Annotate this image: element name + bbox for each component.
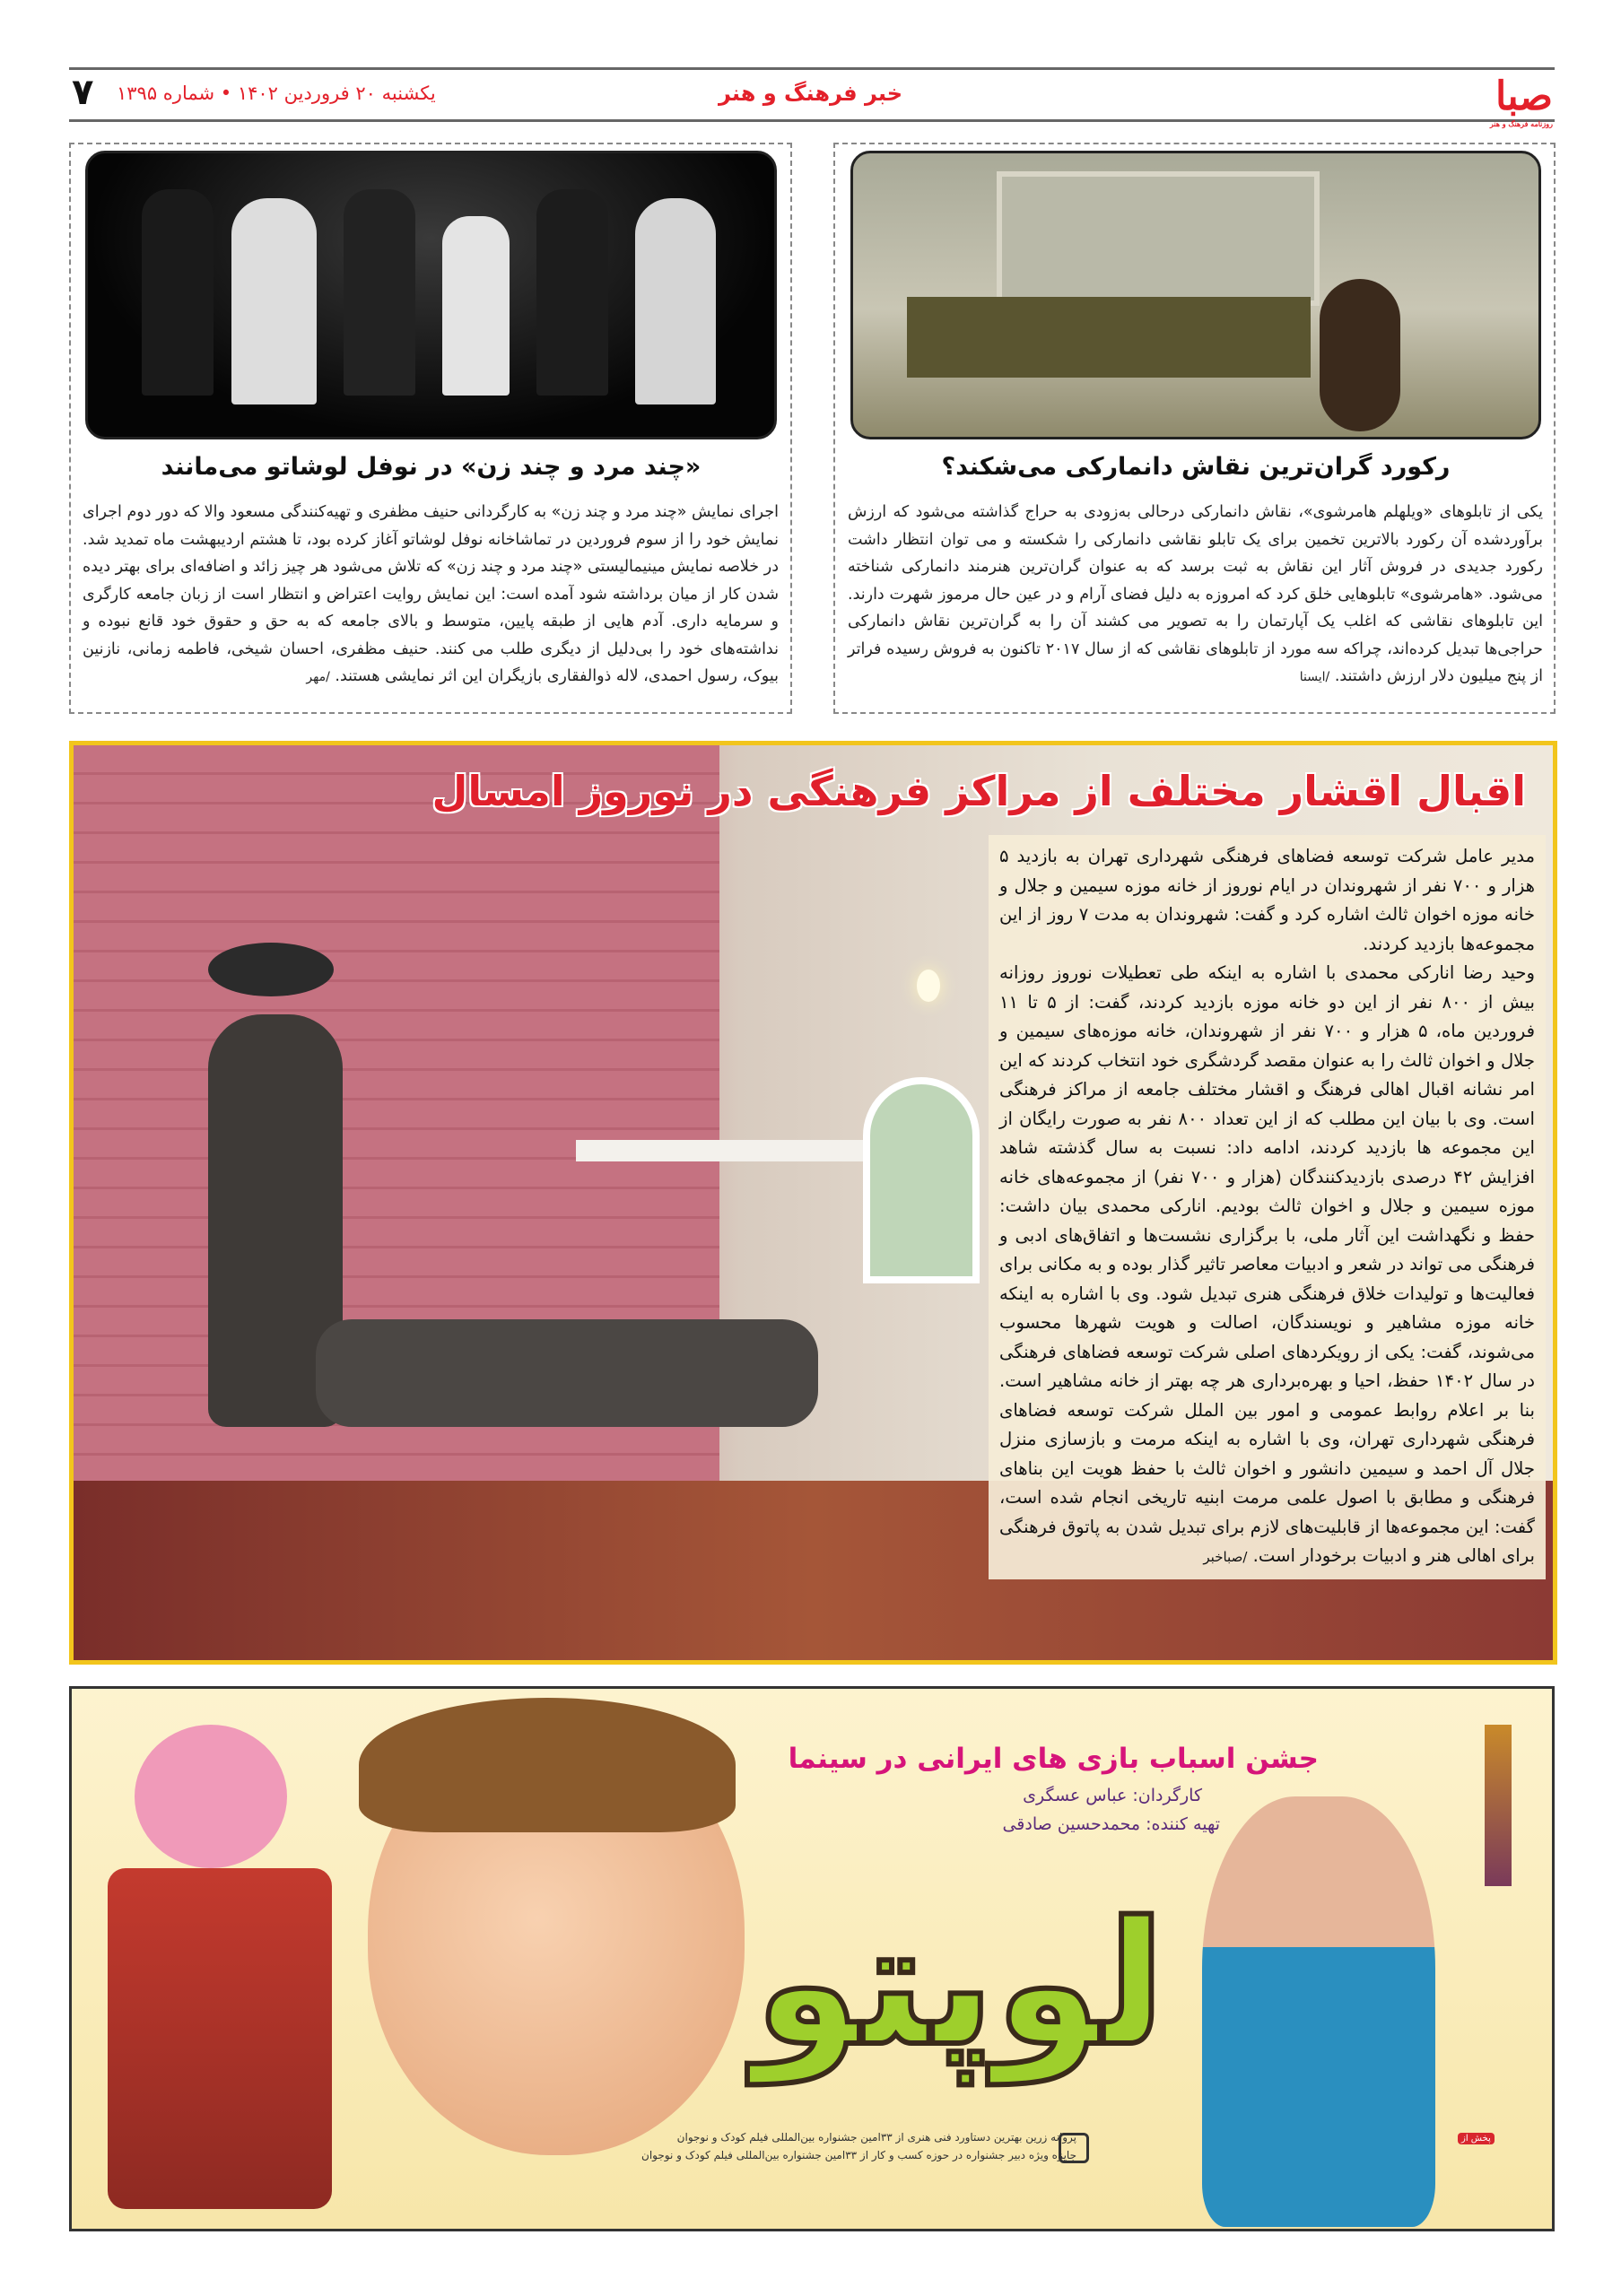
article-source: /ایسنا bbox=[1299, 670, 1330, 684]
feature-headline[interactable]: اقبال اقشار مختلف از مراکز فرهنگی در نوروز امسال bbox=[431, 767, 1526, 815]
boy-hair bbox=[359, 1698, 736, 1832]
article-title[interactable]: رکورد گران‌ترین نقاش دانمارکی می‌شکند؟ bbox=[941, 453, 1451, 481]
feature-paragraph: مدیر عامل شرکت توسعه فضاهای فرهنگی شهرداری تهران به بازدید ۵ هزار و ۷۰۰ نفر از شهروندان در ایام نوروز از خانه موزه سیمین و جلال و خانه موزه اخوان ثالث اشاره کرد و گفت: شهروندان به مدت ۷ روز از این مجموعه‌ها بازدید کردند. bbox=[999, 846, 1536, 954]
article-title[interactable]: «چند مرد و چند زن» در نوفل لوشاتو می‌مانند bbox=[161, 453, 702, 481]
header-top-rule bbox=[69, 67, 1555, 70]
ad-award: پروانه زرین بهترین دستاورد فنی هنری از ۳۳امین جشنواره بین‌المللی فیلم کودک و نوجوان bbox=[676, 2131, 1076, 2144]
piano-shape bbox=[907, 297, 1311, 378]
article-body: یکی از تابلوهای «ویلهلم هامرشوی»، نقاش دانمارکی درحالی به‌زودی به حراج گذاشته می‌شود که ارزش برآوردشده آن رکورد بالاترین تخمین برای یک تابلو نقاشی دانمارکی را شکسته و می توان انتظار داشت رکورد جدیدی در فروش آثار این نقاش به ثبت برسد که به عنوان گران‌ترین هنرمند دانمارکی شناخته می‌شود. «هامرشوی» تابلوهایی خلق کرد که امروزه به دلیل فضای آرام و در عین حال مرموز شهرت دارند. این تابلوهای نقاشی که اغلب یک آپارتمان را به تصویر می کشند آن را به گران‌ترین نقاش دانمارکی حراجی‌ها تبدیل کرده‌اند، چراکه سه مورد از تابلوهای نقاشی که از سال ۲۰۱۷ تاکنون به فروش رسیده فراتر از پنج میلیون دلار ارزش داشتند. /ایسنا bbox=[848, 503, 1543, 685]
actor-figure bbox=[344, 189, 415, 396]
dateline: یکشنبه ۲۰ فروردین ۱۴۰۲ • شماره ۱۳۹۵ bbox=[117, 83, 436, 104]
movie-advertisement[interactable] bbox=[69, 1686, 1555, 2231]
painting-photo bbox=[850, 151, 1541, 439]
movie-title-logo: لوپتو bbox=[754, 1885, 1166, 2083]
page-number: ۷ bbox=[72, 72, 94, 113]
newspaper-logo[interactable]: صبا روزنامه فرهنگ و هنر bbox=[1489, 74, 1553, 128]
old-man-character bbox=[1202, 1796, 1435, 2227]
feature-body bbox=[989, 835, 1546, 1579]
logo-tagline: روزنامه فرهنگ و هنر bbox=[1489, 119, 1553, 128]
feature-source: /صباخبر bbox=[1203, 1549, 1248, 1565]
toy-robot bbox=[108, 1868, 332, 2209]
section-title: خبر فرهنگ و هنر bbox=[718, 81, 903, 106]
hanging-bulb bbox=[917, 970, 940, 1002]
article-body: اجرای نمایش «چند مرد و چند زن» به کارگردانی حنیف مظفری و تهیه‌کنندگی مسعود والا که دور دوم اجرای نمایش خود را از سوم فروردین در تماشاخانه نوفل لوشاتو آغاز کرده بود، تا هشتم اردیبهشت ماه تمدید شد. در خلاصه نمایش مینیمالیستی «چند مرد و چند زن» که تلاش می‌شود هر چیز زائد و اضافه‌ای برای بهتر دیده شدن کار از میان برداشته شود آمده است: این نمایش روایت اعتراض و انتظار است از زبان جامعه کارگری و سرمایه داری. آدم هایی از طبقه پایین، متوسط و بالای جامعه که به حق و حقوق خود قانع نبوده و نداشته‌های خود را بی‌دلیل از دیگری طلب می کنند. حنیف مظفری، احسان شیخی، فاطمه زمانی، نازنین بیوک، رسول احمدی، لاله ذوالفقاری بازیگران این اثر نمایشی هستند. /مهر bbox=[83, 503, 779, 685]
cello-shape bbox=[1320, 279, 1400, 431]
distributor-badge: پخش از bbox=[1458, 2133, 1495, 2144]
toy-character bbox=[135, 1725, 287, 1868]
actor-figure bbox=[142, 189, 214, 396]
actor-figure bbox=[635, 198, 716, 404]
theatre-photo bbox=[85, 151, 777, 439]
ad-award: جایزه ویژه دبیر جشنواره در حوزه کسب و کار از ۳۳امین جشنواره بین‌المللی فیلم کودک و نوجوان bbox=[641, 2149, 1076, 2161]
actor-figure bbox=[442, 216, 510, 396]
article-source: /مهر bbox=[306, 670, 330, 684]
actor-figure bbox=[536, 189, 608, 396]
arched-window bbox=[863, 1077, 980, 1283]
sponsor-logos bbox=[1485, 1725, 1512, 1886]
window-shape bbox=[997, 171, 1320, 306]
actor-figure bbox=[231, 198, 317, 404]
ad-producer: تهیه کننده: محمدحسین صادقی bbox=[1002, 1814, 1220, 1834]
feature-article bbox=[69, 741, 1557, 1665]
feature-paragraph: وحید رضا انارکی محمدی با اشاره به اینکه طی تعطیلات نوروز روزانه بیش از ۸۰۰ نفر از این دو خانه موزه بازدید کردند، گفت: از ۵ تا ۱۱ فروردین ماه، ۵ هزار و ۷۰۰ نفر از شهروندان، خانه موزه‌های سیمین و جلال و اخوان ثالث را به عنوان مقصد گردشگری خود انتخاب کردند که این امر نشانه اقبال اهالی فرهنگ و اقشار مختلف جامعه از مراکز فرهنگی است. وی با بیان این مطلب که از این تعداد ۸۰۰ نفر به صورت رایگان از این مجموعه ها بازدید کردند، ادامه داد: نسبت به سال گذشته شاهد افزایش ۴۲ درصدی بازدیدکنندگان (هزار و ۷۰۰ نفر) از مجموعه‌های خانه موزه سیمین و جلال و اخوان ثالث بودیم. انارکی محمدی بیان داشت: حفظ و نگهداشت این آثار ملی، با برگزاری نشست‌ها و اتفاق‌های ادبی و فرهنگی می تواند در شعر و ادبیات معاصر تاثیر گذار بوده و به مکانی برای فعالیت‌ها و تولیدات خلاق فرهنگی هنری تبدیل شود. وی با اشاره به اینکه خانه موزه مشاهیر و نویسندگان، اصالت و هویت شهرها محسوب می‌شوند، گفت: یکی از رویکردهای اصلی شرکت توسعه فضاهای فرهنگی در سال ۱۴۰۲ حفظ، احیا و بهره‌برداری هر چه بهتر از خانه مشاهیر است. بنا بر اعلام روابط عمومی و امور بین الملل شرکت توسعه فضاهای فرهنگی شهرداری تهران، وی با اشاره به اینکه مرمت و بازسازی منزل جلال آل احمد و سیمین دانشور و اخوان ثالث با حفظ هویت این بناهای فرهنگی و مطابق با اصول علمی مرمت ابنیه تاریخی انجام شده است، گفت: این مجموعه‌ها از قابلیت‌های لازم برای تبدیل شدن به پاتوق فرهنگی برای اهالی هنر و ادبیات برخودار است. bbox=[999, 962, 1536, 1566]
ad-director: کارگردان: عباس عسگری bbox=[1023, 1786, 1202, 1805]
ad-tagline: جشن اسباب بازی های ایرانی در سینما bbox=[788, 1743, 1319, 1775]
man-legs bbox=[316, 1319, 818, 1427]
man-cap bbox=[208, 943, 334, 996]
header-bottom-rule bbox=[69, 119, 1555, 122]
